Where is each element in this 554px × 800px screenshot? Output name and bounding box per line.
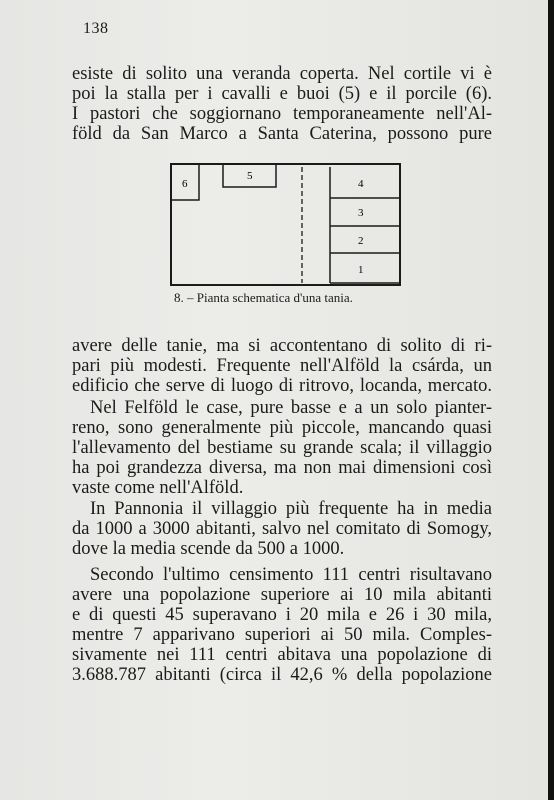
text-line: avere una popolazione superiore ai 10 mila abitanti xyxy=(72,585,492,605)
page-number: 138 xyxy=(83,20,109,37)
room-label: 2 xyxy=(358,235,364,247)
room-label: 6 xyxy=(182,178,188,190)
text-line: vaste come nell'Alföld. xyxy=(72,478,244,498)
text-line: I pastori che soggiornano temporaneamente nell'Al- xyxy=(72,104,492,124)
text-line: sivamente nei 111 centri abitava una popolazione di xyxy=(72,645,492,665)
text-line: In Pannonia il villaggio più frequente ha in media xyxy=(90,499,492,519)
text-line: Secondo l'ultimo censimento 111 centri risultavano xyxy=(90,565,492,585)
text-line: esiste di solito una veranda coperta. Nel cortile vi è xyxy=(72,64,492,84)
room-label: 1 xyxy=(358,264,364,276)
figure-caption: 8. – Pianta schematica d'una tania. xyxy=(174,290,353,305)
text-line: pari più modesti. Frequente nell'Alföld la csárda, un xyxy=(72,356,492,376)
paragraph-1 xyxy=(72,336,492,396)
text-line: avere delle tanie, ma si accontentano di solito di ri- xyxy=(72,336,492,356)
top-paragraph xyxy=(72,64,492,144)
text-line: reno, sono generalmente più piccole, mancando quasi xyxy=(72,418,492,438)
text-line: l'allevamento del bestiame su grande scala; il villaggio xyxy=(72,438,492,458)
text-line: mentre 7 apparivano superiori ai 50 mila. Comples- xyxy=(72,625,492,645)
text-line: da 1000 a 3000 abitanti, salvo nel comitato di Somogy, xyxy=(72,519,492,539)
page-edge xyxy=(548,0,554,800)
text-line: edificio che serve di luogo di ritrovo, locanda, mercato. xyxy=(72,376,492,396)
room-label: 5 xyxy=(247,170,253,182)
text-line: e di questi 45 superavano i 20 mila e 26 i 30 mila, xyxy=(72,605,492,625)
floor-plan-diagram xyxy=(170,163,402,287)
room-label: 3 xyxy=(358,207,364,219)
text-line: dove la media scende da 500 a 1000. xyxy=(72,539,345,559)
text-line: 3.688.787 abitanti (circa il 42,6 % della popolazione xyxy=(72,665,492,685)
floor-plan-figure xyxy=(170,163,402,287)
text-line: Nel Felföld le case, pure basse e a un solo pianter- xyxy=(90,398,492,418)
text-line: föld da San Marco a Santa Caterina, possono pure xyxy=(72,124,492,144)
text-line: ha poi grandezza diversa, ma non mai dimensioni così xyxy=(72,458,492,478)
paragraph-2 xyxy=(72,398,492,498)
room-label: 4 xyxy=(358,178,364,190)
paragraph-3 xyxy=(72,499,492,559)
paragraph-4 xyxy=(72,565,492,685)
text-line: poi la stalla per i cavalli e buoi (5) e il porcile (6). xyxy=(72,84,492,104)
